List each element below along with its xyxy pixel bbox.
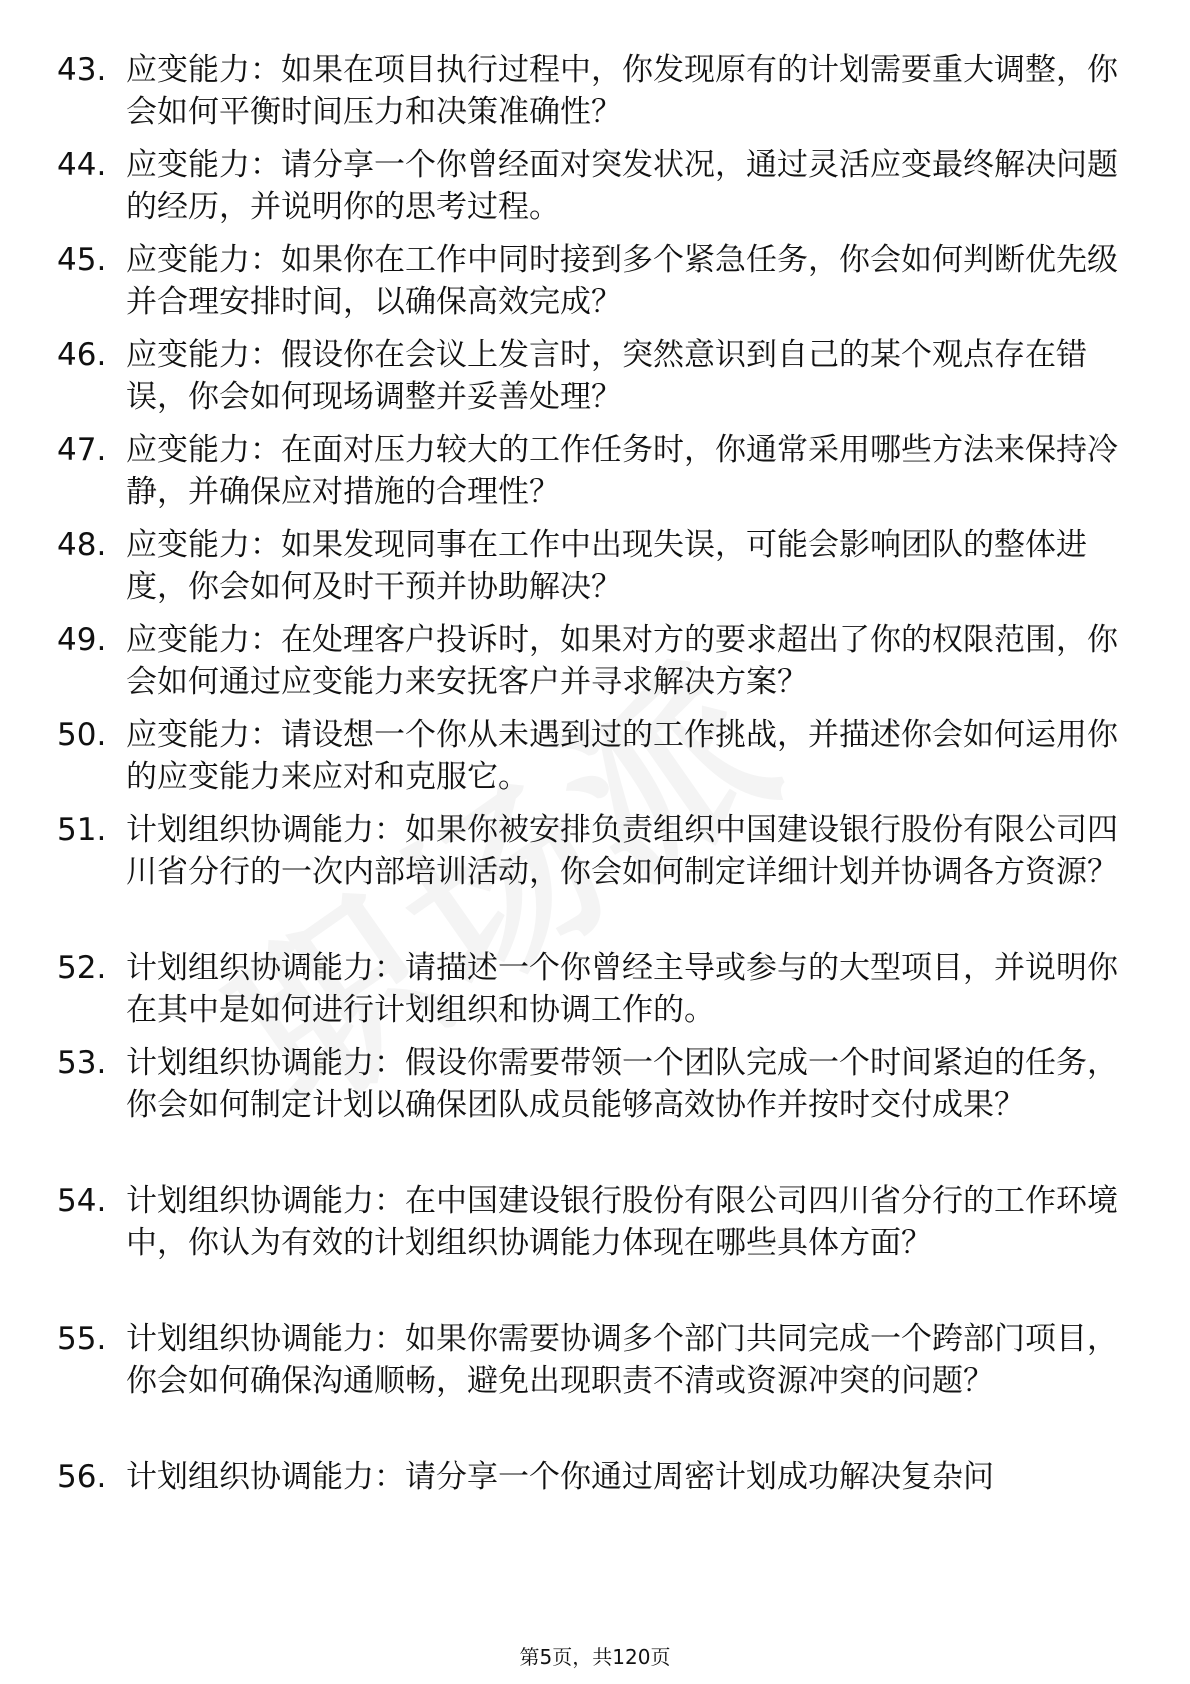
question-number: 46. — [57, 337, 107, 373]
question-number: 49. — [57, 622, 107, 658]
question-text: 应变能力：如果在项目执行过程中，你发现原有的计划需要重大调整，你会如何平衡时间压力和决策准确性？ — [126, 52, 1118, 130]
question-text: 计划组织协调能力：在中国建设银行股份有限公司四川省分行的工作环境中，你认为有效的计划组织协调能力体现在哪些具体方面？ — [126, 1183, 1118, 1261]
question-text: 应变能力：在面对压力较大的工作任务时，你通常采用哪些方法来保持冷静，并确保应对措施的合理性？ — [126, 432, 1118, 510]
question-text: 应变能力：请分享一个你曾经面对突发状况，通过灵活应变最终解决问题的经历，并说明你的思考过程。 — [126, 147, 1118, 225]
question-text: 计划组织协调能力：请分享一个你通过周密计划成功解决复杂问 — [126, 1459, 994, 1495]
question-number: 43. — [57, 52, 107, 88]
question-number: 47. — [57, 432, 107, 468]
question-number: 50. — [57, 717, 107, 753]
question-text: 应变能力：在处理客户投诉时，如果对方的要求超出了你的权限范围，你会如何通过应变能力来安抚客户并寻求解决方案？ — [126, 622, 1118, 700]
question-number: 53. — [57, 1045, 107, 1081]
question-number: 48. — [57, 527, 107, 563]
question-text: 应变能力：如果你在工作中同时接到多个紧急任务，你会如何判断优先级并合理安排时间，以确保高效完成？ — [126, 242, 1118, 320]
question-text: 应变能力：如果发现同事在工作中出现失误，可能会影响团队的整体进度，你会如何及时干预并协助解决？ — [126, 527, 1087, 605]
page-number: 第5页，共120页 — [519, 1645, 671, 1669]
question-text: 计划组织协调能力：假设你需要带领一个团队完成一个时间紧迫的任务，你会如何制定计划以确保团队成员能够高效协作并按时交付成果？ — [126, 1045, 1118, 1123]
question-number: 45. — [57, 242, 107, 278]
question-number: 52. — [57, 950, 107, 986]
question-number: 51. — [57, 812, 107, 848]
question-number: 56. — [57, 1459, 107, 1495]
question-text: 应变能力：假设你在会议上发言时，突然意识到自己的某个观点存在错误，你会如何现场调整并妥善处理？ — [126, 337, 1087, 415]
question-text: 计划组织协调能力：如果你需要协调多个部门共同完成一个跨部门项目，你会如何确保沟通顺畅，避免出现职责不清或资源冲突的问题？ — [126, 1321, 1118, 1399]
question-text: 计划组织协调能力：请描述一个你曾经主导或参与的大型项目，并说明你在其中是如何进行计划组织和协调工作的。 — [126, 950, 1118, 1028]
question-text: 应变能力：请设想一个你从未遇到过的工作挑战，并描述你会如何运用你的应变能力来应对和克服它。 — [126, 717, 1118, 795]
question-number: 44. — [57, 147, 107, 183]
question-text: 计划组织协调能力：如果你被安排负责组织中国建设银行股份有限公司四川省分行的一次内部培训活动，你会如何制定详细计划并协调各方资源？ — [126, 812, 1118, 890]
question-number: 55. — [57, 1321, 107, 1357]
question-number: 54. — [57, 1183, 107, 1219]
